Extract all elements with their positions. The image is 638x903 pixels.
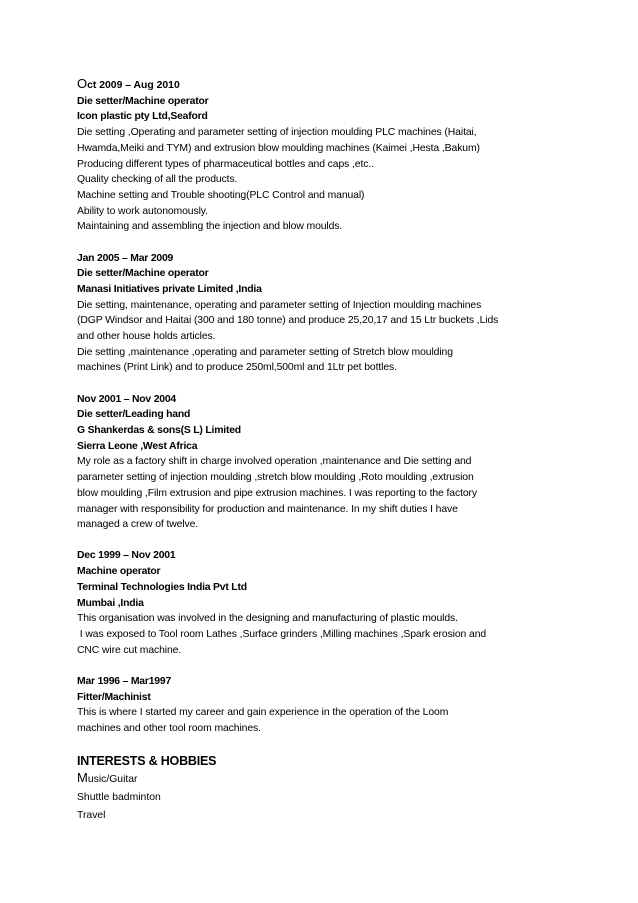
job-description-line: parameter setting of injection moulding ,stretch blow moulding ,Roto moulding ,extrusion [77,472,474,484]
job-company: Manasi Initiatives private Limited ,India [77,283,262,295]
job-description-line: (DGP Windsor and Haitai (300 and 180 tonne) and produce 25,20,17 and 15 Ltr buckets ,Lids [77,315,499,327]
hobby-item: Travel [77,809,106,821]
job-date: Jan 2005 – Mar 2009 [77,252,174,264]
job-description-line: CNC wire cut machine. [77,644,182,656]
job-description-line: Machine setting and Trouble shooting(PLC Control and manual) [77,189,365,201]
hobby-item: Music/Guitar [77,770,138,786]
job-description-line: Maintaining and assembling the injection and blow moulds. [77,221,343,233]
job-company: G Shankerdas & sons(S L) Limited [77,425,241,437]
job-description-line: This organisation was involved in the designing and manufacturing of plastic moulds. [77,613,458,625]
job-date: Mar 1996 – Mar1997 [77,675,172,687]
hobbies-heading: INTERESTS & HOBBIES [77,754,217,769]
job-entry [77,251,557,377]
job-location: Sierra Leone ,West Africa [77,440,198,452]
job-description-line: Die setting, maintenance, operating and parameter setting of Injection moulding machines [77,299,482,311]
job-description-line: Quality checking of all the products. [77,174,238,186]
job-description-line: Die setting ,Operating and parameter setting of injection moulding PLC machines (Haitai, [77,127,477,139]
job-description-line: I was exposed to Tool room Lathes ,Surface grinders ,Milling machines ,Spark erosion and [77,629,487,640]
job-date: Nov 2001 – Nov 2004 [77,393,177,405]
job-description-line: My role as a factory shift in charge involved operation ,maintenance and Die setting and [77,456,472,468]
job-title: Fitter/Machinist [77,691,151,703]
job-description-line: managed a crew of twelve. [77,519,199,531]
job-date: Dec 1999 – Nov 2001 [77,550,176,562]
job-entry [77,76,557,235]
job-location: Mumbai ,India [77,597,144,609]
job-title: Die setter/Machine operator [77,95,209,107]
job-description-line: This is where I started my career and gain experience in the operation of the Loom [77,707,449,719]
job-entry [77,392,557,533]
job-description-line: blow moulding ,Film extrusion and pipe extrusion machines. I was reporting to the factory [77,487,477,499]
job-entry [77,674,557,737]
job-description-line: Hwamda,Meiki and TYM) and extrusion blow moulding machines (Kaimei ,Hesta ,Bakum) [77,142,480,154]
job-description-line: machines and other tool room machines. [77,723,261,735]
job-description-line: Producing different types of pharmaceutical bottles and caps ,etc.. [77,158,374,170]
job-entry [77,548,557,658]
job-company: Icon plastic pty Ltd,Seaford [77,111,208,123]
hobby-item: Shuttle badminton [77,792,161,804]
job-company: Terminal Technologies India Pvt Ltd [77,581,247,593]
job-description-line: Die setting ,maintenance ,operating and parameter setting of Stretch blow moulding [77,346,453,358]
job-description-line: Ability to work autonomously. [77,205,208,217]
job-title: Die setter/Leading hand [77,409,191,421]
hobbies-section [77,752,557,823]
job-description-line: machines (Print Link) and to produce 250ml,500ml and 1Ltr pet bottles. [77,362,397,374]
job-description-line: manager with responsibility for production and maintenance. In my shift duties I have [77,503,458,515]
job-title: Machine operator [77,566,161,578]
resume-page [77,76,557,824]
job-description-line: and other house holds articles. [77,331,216,343]
job-title: Die setter/Machine operator [77,268,209,280]
job-date: Oct 2009 – Aug 2010 [77,76,180,91]
